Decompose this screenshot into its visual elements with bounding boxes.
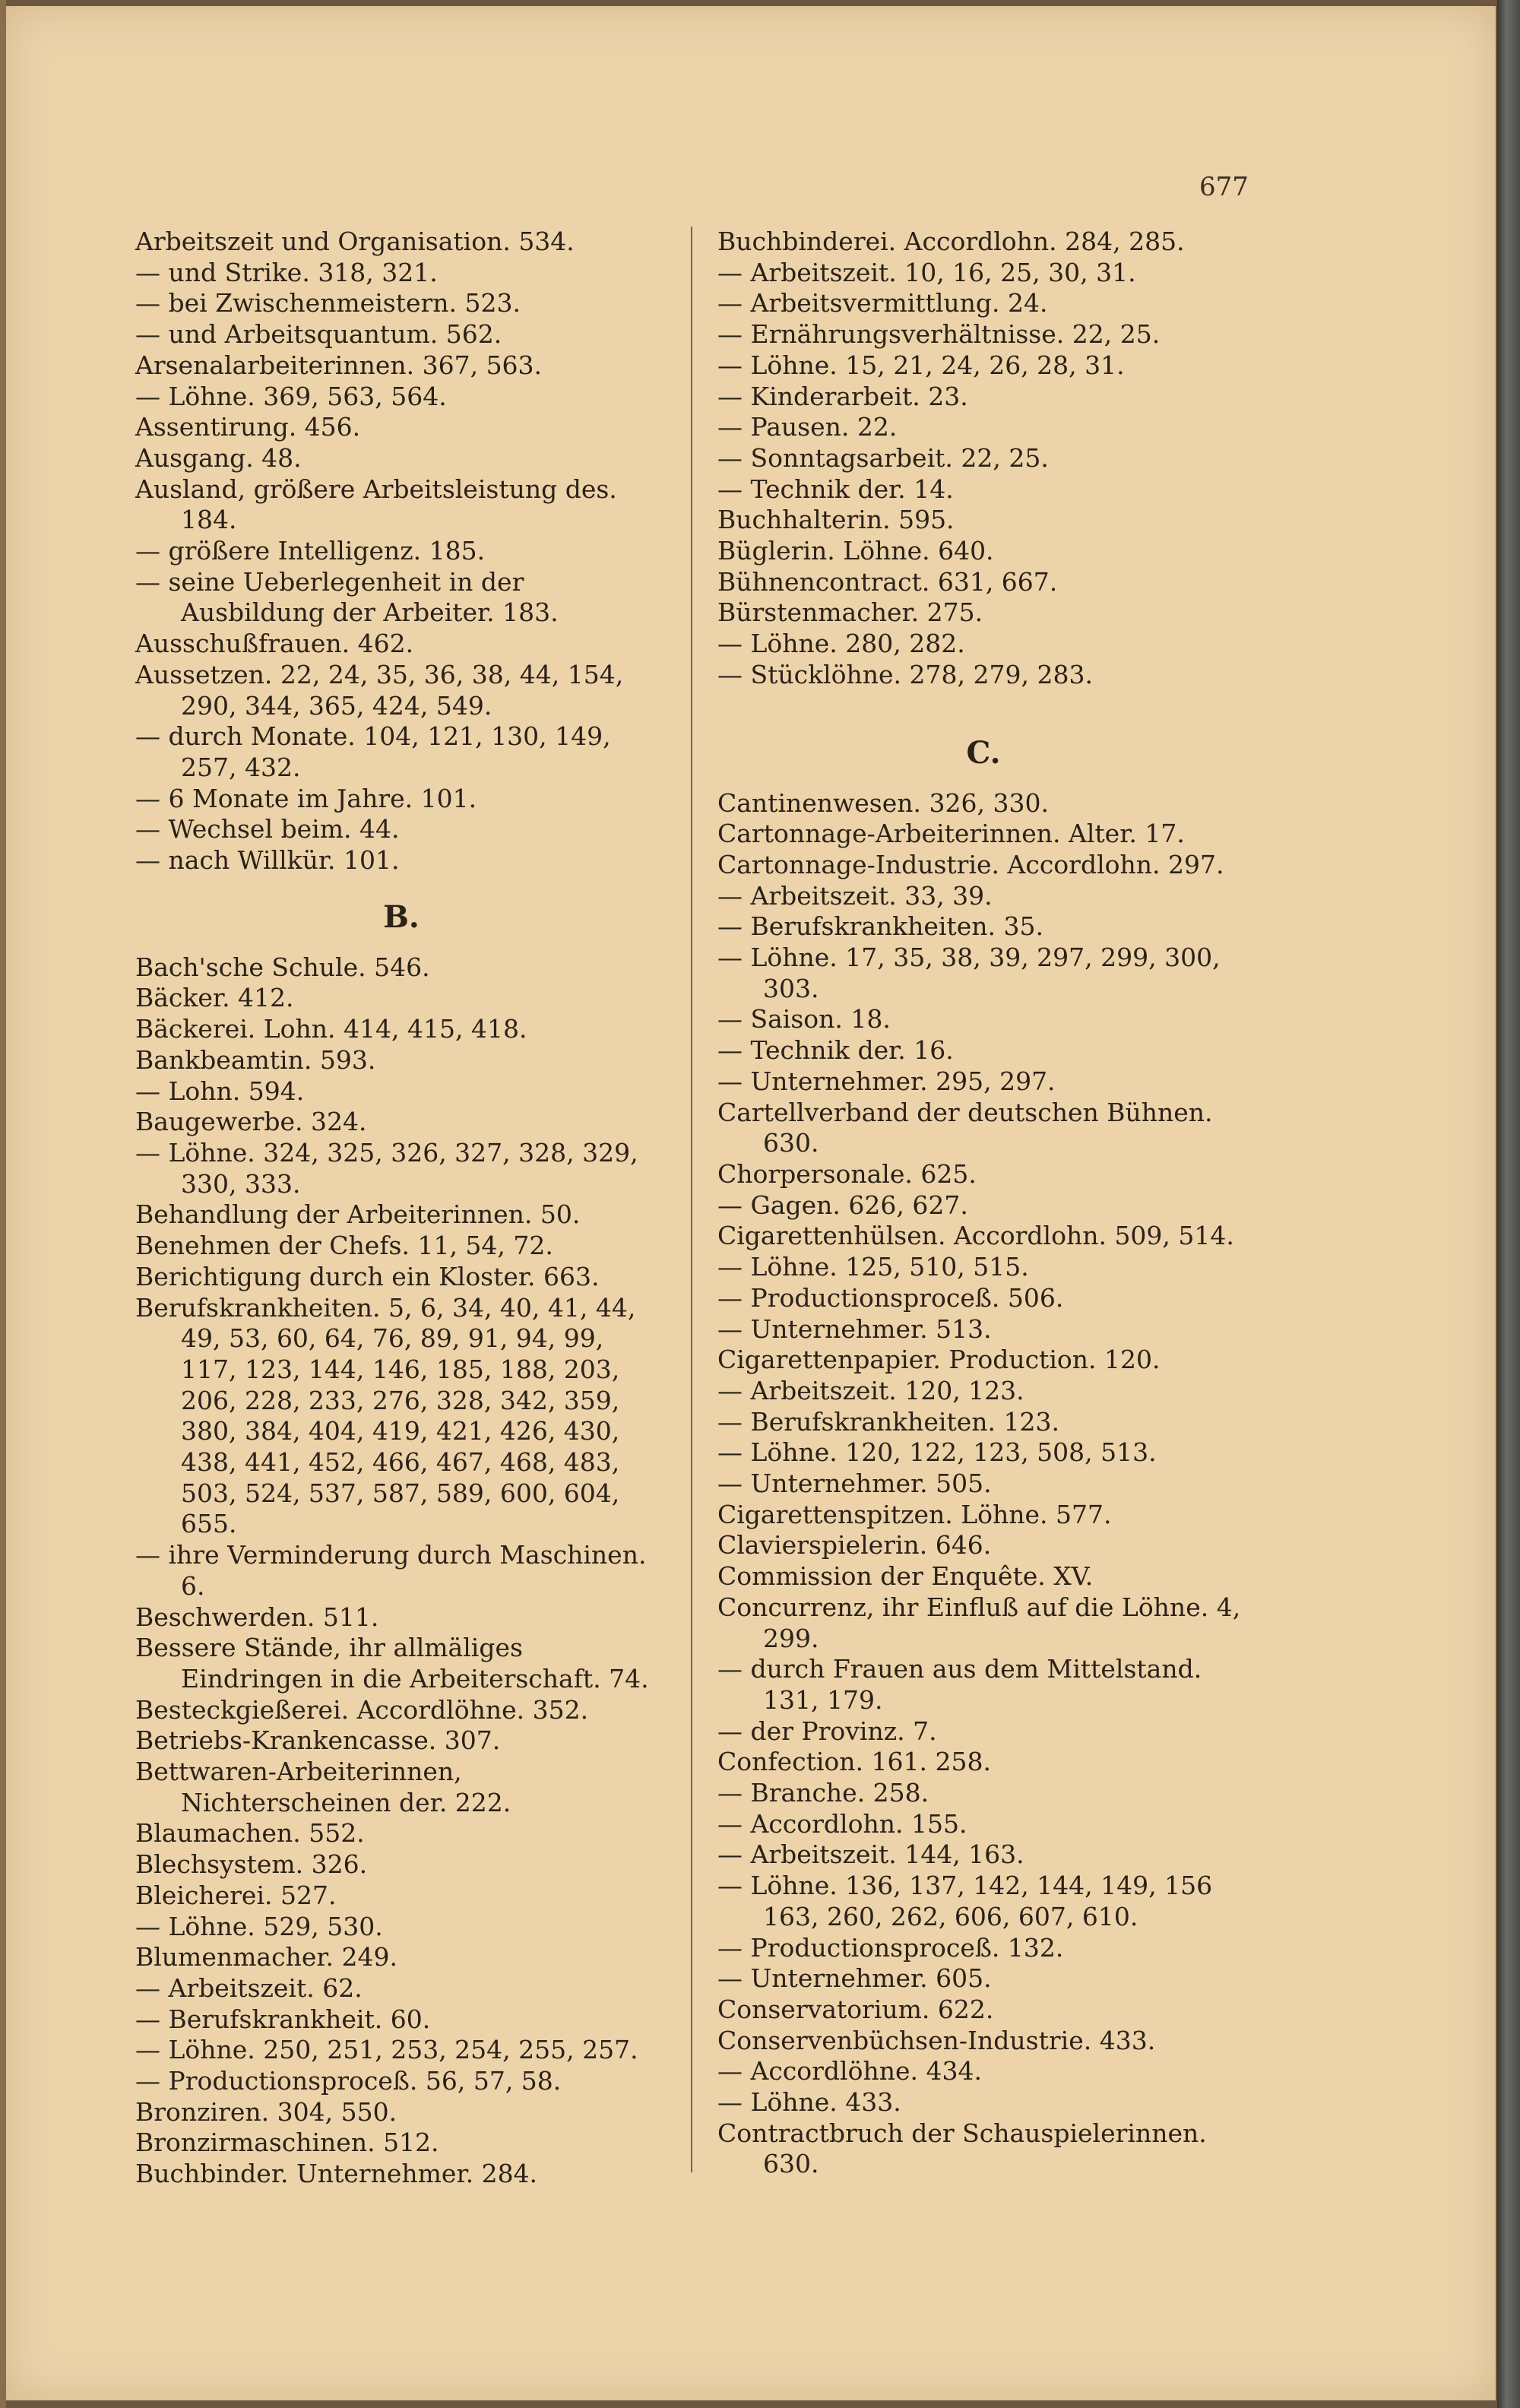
index-entry: — durch Frauen aus dem Mittelstand. 131, 179.	[717, 1654, 1202, 1715]
left-column	[135, 227, 667, 2190]
index-entry: Conservatorium. 622.	[717, 1994, 994, 2024]
index-entry: — Löhne. 120, 122, 123, 508, 513.	[717, 1437, 1157, 1468]
index-entry: Arsenalarbeiterinnen. 367, 563.	[135, 350, 543, 380]
index-entry: — Accordlohn. 155.	[717, 1808, 967, 1839]
index-entry: — Unternehmer. 513.	[717, 1313, 992, 1344]
index-entry: Cartonnage-Industrie. Accordlohn. 297.	[717, 849, 1224, 879]
index-entry: — Löhne. 250, 251, 253, 254, 255, 257.	[135, 2035, 638, 2065]
index-entry: Cartonnage-Arbeiterinnen. Alter. 17.	[717, 819, 1185, 849]
index-entry: Blaumachen. 552.	[135, 1818, 365, 1849]
index-entry: Bessere Stände, ihr allmäliges Eindringen in die Arbeiterschaft. 74.	[135, 1633, 649, 1694]
index-entry: — Löhne. 324, 325, 326, 327, 328, 329, 330, 333.	[135, 1137, 638, 1199]
index-entry: Bäcker. 412.	[135, 983, 294, 1013]
index-entry: — Löhne. 17, 35, 38, 39, 297, 299, 300, 303.	[717, 943, 1221, 1003]
index-entry: Cigarettenpapier. Production. 120.	[717, 1345, 1161, 1375]
index-entry: — 6 Monate im Jahre. 101.	[135, 783, 477, 813]
index-entry: — Arbeitsvermittlung. 24.	[717, 288, 1048, 318]
index-entry: Berufskrankheiten. 5, 6, 34, 40, 41, 44, 49, 53, 60, 64, 76, 89, 91, 94, 99, 117, 123, 144, 146, 185, 188, 203, 206, 228, 233, 276, 328, 342, 359, 380, 384, 404, 419, 421, 426, 430, 438, 441, 452, 466, 467, 468, 483, 503, 524, 537, 587, 589, 600, 604, 655.	[135, 1292, 636, 1539]
index-entry: — Löhne. 529, 530.	[135, 1911, 383, 1941]
index-entry: — Productionsproceß. 132.	[717, 1932, 1064, 1963]
index-entry: — Berufskrankheiten. 35.	[717, 911, 1043, 942]
index-entry: Aussetzen. 22, 24, 35, 36, 38, 44, 154, 290, 344, 365, 424, 549.	[135, 659, 624, 721]
index-entry: — Löhne. 280, 282.	[717, 629, 965, 659]
index-entry: Bronziren. 304, 550.	[135, 2096, 397, 2127]
index-entry: — Productionsproceß. 56, 57, 58.	[135, 2066, 562, 2096]
index-entry: — Löhne. 15, 21, 24, 26, 28, 31.	[717, 350, 1125, 380]
index-entry: Buchbinderei. Accordlohn. 284, 285.	[717, 227, 1185, 256]
book-cover-edge	[1497, 0, 1520, 2408]
index-entry: Behandlung der Arbeiterinnen. 50.	[135, 1199, 581, 1230]
index-entry: — Gagen. 626, 627.	[717, 1190, 968, 1220]
section-heading-c: C.	[966, 734, 1001, 771]
index-entry: Cantinenwesen. 326, 330.	[717, 787, 1049, 818]
index-entry: — Saison. 18.	[717, 1004, 891, 1034]
index-entry: — Löhne. 369, 563, 564.	[135, 381, 447, 411]
index-entry: — durch Monate. 104, 121, 130, 149, 257, 432.	[135, 721, 611, 782]
index-entry: Bach'sche Schule. 546.	[135, 952, 430, 982]
index-entry: — Lohn. 594.	[135, 1076, 305, 1106]
index-entry: — Technik der. 14.	[717, 474, 954, 504]
index-entry: Commission der Enquête. XV.	[717, 1561, 1094, 1592]
index-entry: Arbeitszeit und Organisation. 534.	[135, 227, 575, 256]
index-entry: — der Provinz. 7.	[717, 1716, 937, 1746]
index-entry: — Löhne. 136, 137, 142, 144, 149, 156 163, 260, 262, 606, 607, 610.	[717, 1871, 1213, 1931]
index-entry: Concurrenz, ihr Einfluß auf die Löhne. 4, 299.	[717, 1592, 1241, 1653]
index-entry: Chorpersonale. 625.	[717, 1158, 977, 1189]
index-entry: Benehmen der Chefs. 11, 54, 72.	[135, 1231, 553, 1261]
index-entry: — Berufskrankheit. 60.	[135, 2004, 431, 2034]
index-entry: — bei Zwischenmeistern. 523.	[135, 288, 521, 318]
index-section-b-continued	[717, 227, 1249, 691]
index-entry: Baugewerbe. 324.	[135, 1107, 367, 1137]
right-column	[717, 227, 1249, 2180]
index-entry: Cigarettenhülsen. Accordlohn. 509, 514.	[717, 1221, 1234, 1251]
index-entry: — Unternehmer. 505.	[717, 1469, 992, 1499]
index-entry: Confection. 161. 258.	[717, 1747, 991, 1777]
index-entry: Besteckgießerei. Accordlöhne. 352.	[135, 1694, 589, 1725]
index-entry: Beschwerden. 511.	[135, 1602, 379, 1632]
index-entry: — und Arbeitsquantum. 562.	[135, 319, 502, 350]
index-entry: Bäckerei. Lohn. 414, 415, 418.	[135, 1014, 527, 1044]
index-entry: — seine Ueberlegenheit in der Ausbildung der Arbeiter. 183.	[135, 566, 559, 628]
index-entry: — Branche. 258.	[717, 1778, 929, 1808]
index-entry: Bleicherei. 527.	[135, 1880, 337, 1910]
index-entry: — Löhne. 433.	[717, 2087, 901, 2118]
index-section-c	[717, 788, 1249, 2181]
index-entry: — Productionsproceß. 506.	[717, 1282, 1064, 1313]
index-entry: — Wechsel beim. 44.	[135, 814, 400, 844]
page-edge-left	[0, 0, 6, 2408]
index-entry: Ausschußfrauen. 462.	[135, 629, 414, 659]
book-page	[5, 6, 1496, 2400]
index-entry: — nach Willkür. 101.	[135, 845, 400, 876]
index-entry: Buchbinder. Unternehmer. 284.	[135, 2159, 538, 2189]
page-number: 677	[1199, 172, 1249, 202]
index-entry: — Arbeitszeit. 33, 39.	[717, 880, 993, 911]
index-entry: Ausgang. 48.	[135, 442, 302, 473]
index-entry: Buchhalterin. 595.	[717, 505, 955, 535]
index-entry: — Arbeitszeit. 144, 163.	[717, 1839, 1024, 1870]
index-entry: — ihre Verminderung durch Maschinen. 6.	[135, 1540, 647, 1601]
index-entry: — Arbeitszeit. 62.	[135, 1972, 363, 2003]
index-section-a	[135, 227, 667, 876]
index-entry: Betriebs-Krankencasse. 307.	[135, 1725, 501, 1756]
index-entry: — Unternehmer. 605.	[717, 1963, 992, 1994]
index-entry: Bettwaren-Arbeiterinnen, Nichterscheinen der. 222.	[135, 1757, 511, 1817]
index-entry: Bürstenmacher. 275.	[717, 597, 983, 628]
section-heading-b: B.	[383, 898, 420, 935]
column-divider	[691, 227, 692, 2172]
index-entry: Bühnencontract. 631, 667.	[717, 566, 1058, 597]
index-entry: Cartellverband der deutschen Bühnen. 630.	[717, 1097, 1213, 1158]
index-entry: — Löhne. 125, 510, 515.	[717, 1252, 1029, 1282]
index-entry: Clavierspielerin. 646.	[717, 1530, 992, 1560]
index-entry: — Kinderarbeit. 23.	[717, 381, 968, 411]
index-entry: — Stücklöhne. 278, 279, 283.	[717, 659, 1093, 689]
index-entry: Blechsystem. 326.	[135, 1849, 368, 1880]
index-section-b	[135, 952, 667, 2190]
index-entry: — Berufskrankheiten. 123.	[717, 1406, 1059, 1437]
index-entry: Blumenmacher. 249.	[135, 1942, 397, 1972]
index-entry: — Sonntagsarbeit. 22, 25.	[717, 442, 1049, 473]
index-entry: — und Strike. 318, 321.	[135, 257, 438, 287]
index-entry: — größere Intelligenz. 185.	[135, 536, 486, 566]
index-entry: — Accordlöhne. 434.	[717, 2056, 982, 2086]
index-entry: — Arbeitszeit. 120, 123.	[717, 1375, 1024, 1405]
index-entry: Conservenbüchsen-Industrie. 433.	[717, 2025, 1156, 2055]
index-entry: — Arbeitszeit. 10, 16, 25, 30, 31.	[717, 257, 1136, 287]
index-entry: Büglerin. Löhne. 640.	[717, 536, 994, 566]
index-entry: — Ernährungsverhältnisse. 22, 25.	[717, 319, 1161, 350]
index-entry: — Pausen. 22.	[717, 412, 898, 442]
index-entry: Contractbruch der Schauspielerinnen. 630.	[717, 2118, 1207, 2179]
index-entry: Berichtigung durch ein Kloster. 663.	[135, 1261, 600, 1291]
index-entry: Bankbeamtin. 593.	[135, 1044, 376, 1075]
index-entry: Bronzirmaschinen. 512.	[135, 2128, 439, 2158]
index-entry: Ausland, größere Arbeitsleistung des. 184.	[135, 474, 617, 535]
index-entry: — Unternehmer. 295, 297.	[717, 1066, 1056, 1096]
index-entry: Cigarettenspitzen. Löhne. 577.	[717, 1499, 1112, 1529]
index-entry: — Technik der. 16.	[717, 1035, 954, 1066]
index-entry: Assentirung. 456.	[135, 412, 361, 442]
